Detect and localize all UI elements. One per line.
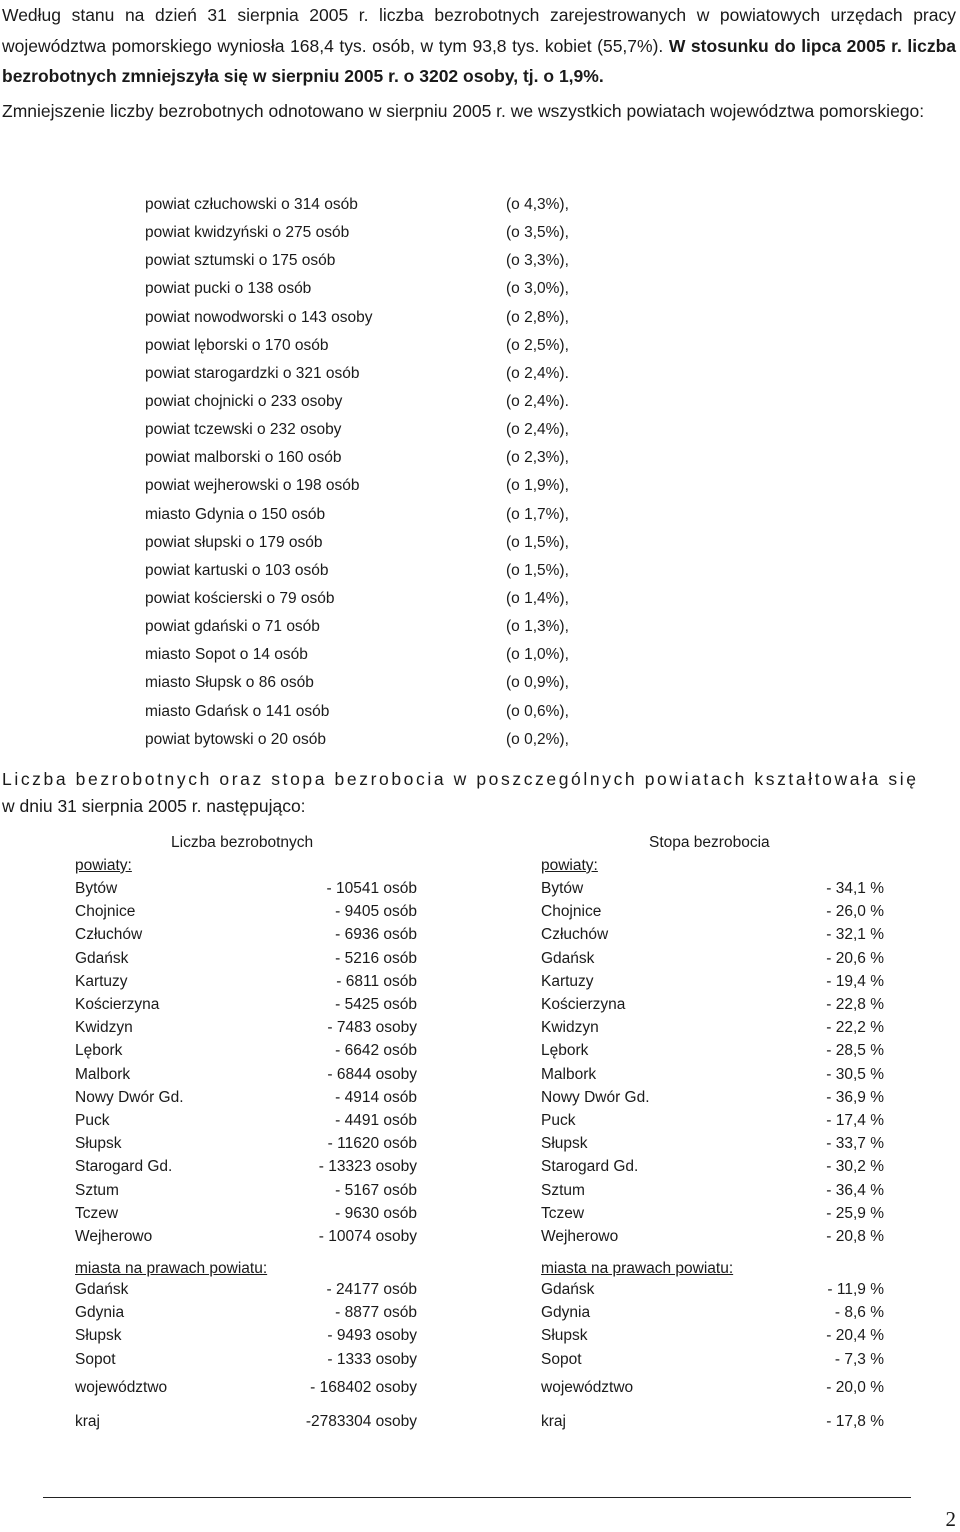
- miasto-row-value: - 8,6 %: [834, 1304, 884, 1322]
- miasto-row: [541, 1351, 884, 1371]
- decline-percent: (o 2,5%),: [506, 336, 569, 354]
- powiat-row-value: - 5425 osób: [335, 996, 417, 1013]
- decline-area: powiat lęborski o 170 osób: [145, 336, 329, 354]
- decline-row: [145, 444, 625, 472]
- powiat-row-value: - 36,4 %: [826, 1181, 884, 1199]
- intro-p1-bold: W stosunku do lipca 2005 r. liczba bezrobotnych zmniejszyła się w sierpniu 2005 r. o 3202 osoby, tj. o 1,9%.: [2, 35, 957, 86]
- powiat-row-label: Puck: [75, 1112, 110, 1129]
- powiat-row-value: - 6642 osób: [335, 1042, 417, 1060]
- decline-row: [145, 388, 625, 416]
- decline-area: powiat tczewski o 232 osoby: [145, 421, 342, 439]
- powiat-row-value: - 10541 osób: [326, 880, 417, 897]
- powiat-row-value: - 19,4 %: [826, 972, 884, 990]
- powiat-row: [541, 1135, 884, 1155]
- decline-area: miasto Słupsk o 86 osób: [145, 674, 314, 692]
- powiat-row-value: - 22,8 %: [826, 996, 884, 1013]
- powiat-row: [541, 1042, 884, 1062]
- decline-row: [145, 557, 625, 585]
- powiat-row-value: - 9405 osób: [335, 903, 417, 921]
- miasto-row-label: Słupsk: [75, 1327, 122, 1345]
- powiat-row-value: - 13323 osoby: [318, 1158, 417, 1176]
- powiat-row: [75, 926, 417, 946]
- intro-text: [2, 0, 956, 126]
- powiat-row-value: - 22,2 %: [826, 1019, 884, 1037]
- powiat-row-label: Wejherowo: [541, 1228, 619, 1245]
- powiat-row-value: - 6811 osób: [336, 972, 417, 990]
- powiat-row: [75, 1019, 417, 1039]
- decline-area: powiat malborski o 160 osób: [145, 449, 342, 467]
- powiat-row: [541, 1066, 884, 1086]
- left-table-title: Liczba bezrobotnych: [171, 834, 314, 851]
- intro-p1-regular: Według stanu na dzień 31 sierpnia 2005 r. liczba bezrobotnych zarejestrowanych w powiatowych urzędach pracy województwa pomorskiego wyniosła 168,4 tys. osób, w tym 93,8 tys. kobiet (55,7%).: [2, 5, 956, 56]
- powiat-row-value: - 20,6 %: [826, 949, 884, 967]
- powiat-row: [541, 880, 884, 900]
- powiat-row: [541, 1205, 884, 1225]
- decline-percent: (o 1,9%),: [506, 477, 569, 495]
- decline-area: powiat gdański o 71 osób: [145, 618, 320, 636]
- decline-row: [145, 698, 625, 726]
- powiat-row-value: - 7483 osoby: [327, 1019, 417, 1037]
- decline-percent: (o 1,5%),: [506, 533, 569, 551]
- powiat-row-label: Kwidzyn: [541, 1019, 599, 1037]
- decline-row: [145, 529, 625, 557]
- decline-row: [145, 472, 625, 500]
- miasto-row-label: Sopot: [541, 1350, 582, 1368]
- decline-percent: (o 2,4%),: [506, 421, 569, 439]
- decline-row: [145, 641, 625, 669]
- powiat-row: [541, 1089, 884, 1109]
- decline-area: powiat słupski o 179 osób: [145, 533, 323, 551]
- powiat-row: [75, 1089, 417, 1109]
- decline-row: [145, 669, 625, 697]
- powiat-row: [75, 903, 417, 923]
- decline-area: powiat starogardzki o 321 osób: [145, 364, 360, 382]
- miasto-row-label: Sopot: [75, 1350, 116, 1368]
- miasto-row-value: - 24177 osób: [326, 1281, 417, 1298]
- decline-row: [145, 275, 625, 303]
- powiat-row: [75, 1042, 417, 1062]
- powiat-row: [75, 996, 417, 1016]
- miasto-row: [541, 1304, 884, 1324]
- kraj-row-value: - 17,8 %: [826, 1413, 884, 1430]
- powiat-row: [541, 996, 884, 1016]
- decline-percent: (o 3,0%),: [506, 280, 569, 298]
- decline-row: [145, 360, 625, 388]
- powiat-row-label: Człuchów: [75, 926, 143, 944]
- powiat-row: [75, 1205, 417, 1225]
- powiaty-section-label: [541, 857, 884, 877]
- powiat-row: [75, 1158, 417, 1178]
- powiat-row-label: Gdańsk: [75, 949, 129, 967]
- powiat-row: [541, 1112, 884, 1132]
- miasta-section-label-label: miasta na prawach powiatu:: [75, 1260, 268, 1277]
- right-table-title: Stopa bezrobocia: [649, 834, 770, 851]
- powiat-row: [75, 950, 417, 970]
- powiat-row: [75, 880, 417, 900]
- decline-area: powiat nowodworski o 143 osoby: [145, 308, 373, 326]
- powiat-row-value: - 5167 osób: [335, 1181, 417, 1199]
- powiat-row-value: - 33,7 %: [826, 1135, 884, 1153]
- miasto-row-value: - 9493 osoby: [327, 1327, 417, 1345]
- powiat-row-value: - 34,1 %: [826, 880, 884, 897]
- powiat-row-label: Nowy Dwór Gd.: [75, 1088, 184, 1106]
- powiat-row-label: Sztum: [75, 1181, 119, 1199]
- decline-row: [145, 191, 625, 219]
- footer-rule: [43, 1497, 911, 1498]
- powiaty-section-label: [75, 857, 417, 877]
- decline-percent: (o 2,4%).: [506, 392, 569, 410]
- powiat-row: [541, 1182, 884, 1202]
- wojewodztwo-row: [541, 1379, 884, 1399]
- decline-area: miasto Gdynia o 150 osób: [145, 505, 326, 523]
- powiat-row-label: Nowy Dwór Gd.: [541, 1088, 650, 1106]
- powiat-row: [75, 1182, 417, 1202]
- decline-percent: (o 3,5%),: [506, 224, 569, 242]
- powiat-row-value: - 5216 osób: [335, 949, 417, 967]
- miasto-row-label: Gdynia: [75, 1304, 125, 1322]
- miasto-row-value: - 20,4 %: [826, 1327, 884, 1345]
- miasta-section-label-label: miasta na prawach powiatu:: [541, 1260, 734, 1277]
- decline-percent: (o 3,3%),: [506, 252, 569, 270]
- powiat-row-value: - 28,5 %: [826, 1042, 884, 1060]
- powiat-row-label: Tczew: [75, 1204, 119, 1222]
- miasto-row: [541, 1281, 884, 1301]
- powiat-row-label: Gdańsk: [541, 949, 595, 967]
- powiat-row-label: Kościerzyna: [75, 996, 160, 1013]
- powiat-row-value: - 30,5 %: [826, 1065, 884, 1083]
- powiat-row-label: Starogard Gd.: [75, 1158, 173, 1176]
- decline-area: miasto Gdańsk o 141 osób: [145, 702, 330, 720]
- powiat-row-value: - 36,9 %: [826, 1088, 884, 1106]
- decline-area: powiat kościerski o 79 osób: [145, 589, 335, 607]
- wojewodztwo-row-value: - 20,0 %: [826, 1379, 884, 1396]
- decline-row: [145, 613, 625, 641]
- kraj-row-value: -2783304 osoby: [305, 1413, 417, 1430]
- decline-row: [145, 501, 625, 529]
- decline-row: [145, 247, 625, 275]
- powiat-row: [75, 1228, 417, 1248]
- powiat-row: [75, 1066, 417, 1086]
- powiat-row-value: - 25,9 %: [826, 1204, 884, 1222]
- powiat-row-label: Kościerzyna: [541, 996, 626, 1013]
- decline-percent: (o 0,9%),: [506, 674, 569, 692]
- miasto-row: [75, 1327, 417, 1347]
- powiat-row: [75, 1112, 417, 1132]
- powiat-row-value: - 4491 osób: [335, 1112, 417, 1129]
- powiaty-section-label-label: powiaty:: [75, 857, 132, 874]
- kraj-row: [541, 1413, 884, 1433]
- section-heading: [2, 766, 956, 820]
- decline-percent: (o 2,3%),: [506, 449, 569, 467]
- section-heading-line-2: w dniu 31 sierpnia 2005 r. następująco:: [2, 796, 306, 816]
- powiat-row-value: - 6844 osoby: [327, 1065, 417, 1083]
- decline-list: [145, 191, 625, 754]
- powiat-row-label: Kartuzy: [541, 972, 594, 990]
- miasto-row-label: Słupsk: [541, 1327, 588, 1345]
- powiat-row-value: - 20,8 %: [826, 1228, 884, 1245]
- wojewodztwo-row-label: województwo: [75, 1379, 168, 1396]
- decline-row: [145, 416, 625, 444]
- powiaty-section-label-label: powiaty:: [541, 857, 598, 874]
- decline-area: miasto Sopot o 14 osób: [145, 646, 308, 664]
- miasto-row: [541, 1327, 884, 1347]
- miasto-row: [75, 1351, 417, 1371]
- powiat-row-label: Malbork: [541, 1065, 597, 1083]
- decline-row: [145, 585, 625, 613]
- powiat-row-label: Malbork: [75, 1065, 131, 1083]
- kraj-row-label: kraj: [75, 1413, 100, 1430]
- powiat-row-label: Wejherowo: [75, 1228, 153, 1245]
- powiat-row-value: - 17,4 %: [826, 1112, 884, 1129]
- decline-percent: (o 0,6%),: [506, 702, 569, 720]
- powiat-row-label: Puck: [541, 1112, 576, 1129]
- powiat-row-label: Chojnice: [75, 903, 136, 921]
- powiat-row-label: Tczew: [541, 1204, 585, 1222]
- powiat-row-value: - 6936 osób: [335, 926, 417, 944]
- powiat-row-value: - 4914 osób: [335, 1088, 417, 1106]
- powiat-row-value: - 11620 osób: [327, 1135, 417, 1153]
- decline-row: [145, 304, 625, 332]
- powiat-row: [75, 1135, 417, 1155]
- decline-percent: (o 1,4%),: [506, 589, 569, 607]
- powiat-row-label: Bytów: [75, 880, 118, 897]
- powiat-row-label: Bytów: [541, 880, 584, 897]
- kraj-row-label: kraj: [541, 1413, 566, 1430]
- wojewodztwo-row-value: - 168402 osoby: [310, 1379, 417, 1396]
- intro-paragraph-2: Zmniejszenie liczby bezrobotnych odnotowano w sierpniu 2005 r. we wszystkich powiatach województwa pomorskiego:: [2, 100, 925, 121]
- powiat-row-label: Starogard Gd.: [541, 1158, 639, 1176]
- miasto-row-value: - 8877 osób: [335, 1304, 417, 1322]
- decline-percent: (o 2,4%).: [506, 364, 569, 382]
- powiat-row-label: Lębork: [75, 1042, 123, 1060]
- decline-area: powiat bytowski o 20 osób: [145, 730, 326, 748]
- decline-area: powiat kartuski o 103 osób: [145, 561, 329, 579]
- miasto-row: [75, 1281, 417, 1301]
- powiat-row: [541, 950, 884, 970]
- powiat-row-label: Sztum: [541, 1181, 585, 1199]
- decline-percent: (o 1,0%),: [506, 646, 569, 664]
- wojewodztwo-row-label: województwo: [541, 1379, 634, 1396]
- miasto-row-value: - 7,3 %: [834, 1350, 884, 1368]
- powiat-row: [541, 1228, 884, 1248]
- wojewodztwo-row: [75, 1379, 417, 1399]
- powiat-row-label: Człuchów: [541, 926, 609, 944]
- powiat-row: [541, 903, 884, 923]
- miasta-section-label: [75, 1260, 417, 1280]
- miasto-row-value: - 11,9 %: [827, 1281, 884, 1298]
- powiat-row: [541, 973, 884, 993]
- powiat-row-label: Kwidzyn: [75, 1019, 133, 1037]
- decline-area: powiat chojnicki o 233 osoby: [145, 392, 343, 410]
- powiat-row-label: Chojnice: [541, 903, 602, 921]
- powiat-row-value: - 10074 osoby: [318, 1228, 417, 1245]
- decline-percent: (o 1,5%),: [506, 561, 569, 579]
- miasto-row-label: Gdańsk: [541, 1281, 595, 1298]
- powiat-row-value: - 26,0 %: [826, 903, 884, 921]
- page-number: 2: [945, 1507, 956, 1531]
- kraj-row: [75, 1413, 417, 1433]
- decline-area: powiat sztumski o 175 osób: [145, 252, 336, 270]
- powiat-row-label: Kartuzy: [75, 972, 128, 990]
- powiat-row-value: - 30,2 %: [826, 1158, 884, 1176]
- decline-row: [145, 332, 625, 360]
- powiat-row: [541, 1019, 884, 1039]
- miasto-row-value: - 1333 osoby: [327, 1350, 417, 1368]
- miasto-row-label: Gdańsk: [75, 1281, 129, 1298]
- powiat-row: [75, 973, 417, 993]
- miasta-section-label: [541, 1260, 884, 1280]
- decline-area: powiat pucki o 138 osób: [145, 280, 312, 298]
- decline-area: powiat kwidzyński o 275 osób: [145, 224, 350, 242]
- powiat-row-label: Słupsk: [541, 1135, 588, 1153]
- powiat-row: [541, 1158, 884, 1178]
- powiat-row-label: Lębork: [541, 1042, 589, 1060]
- miasto-row-label: Gdynia: [541, 1304, 591, 1322]
- decline-percent: (o 1,3%),: [506, 618, 569, 636]
- section-heading-line-1: Liczba bezrobotnych oraz stopa bezrobocia w poszczególnych powiatach kształtowała się: [2, 769, 919, 789]
- powiat-row-value: - 9630 osób: [335, 1204, 417, 1222]
- powiat-row-label: Słupsk: [75, 1135, 122, 1153]
- miasto-row: [75, 1304, 417, 1324]
- decline-row: [145, 726, 625, 754]
- decline-row: [145, 219, 625, 247]
- decline-percent: (o 0,2%),: [506, 730, 569, 748]
- powiat-row-value: - 32,1 %: [826, 926, 884, 944]
- intro-paragraph-1: [2, 0, 956, 92]
- decline-percent: (o 1,7%),: [506, 505, 569, 523]
- powiat-row: [541, 926, 884, 946]
- decline-area: powiat wejherowski o 198 osób: [145, 477, 360, 495]
- decline-percent: (o 4,3%),: [506, 196, 569, 213]
- decline-area: powiat człuchowski o 314 osób: [145, 196, 358, 213]
- decline-percent: (o 2,8%),: [506, 308, 569, 326]
